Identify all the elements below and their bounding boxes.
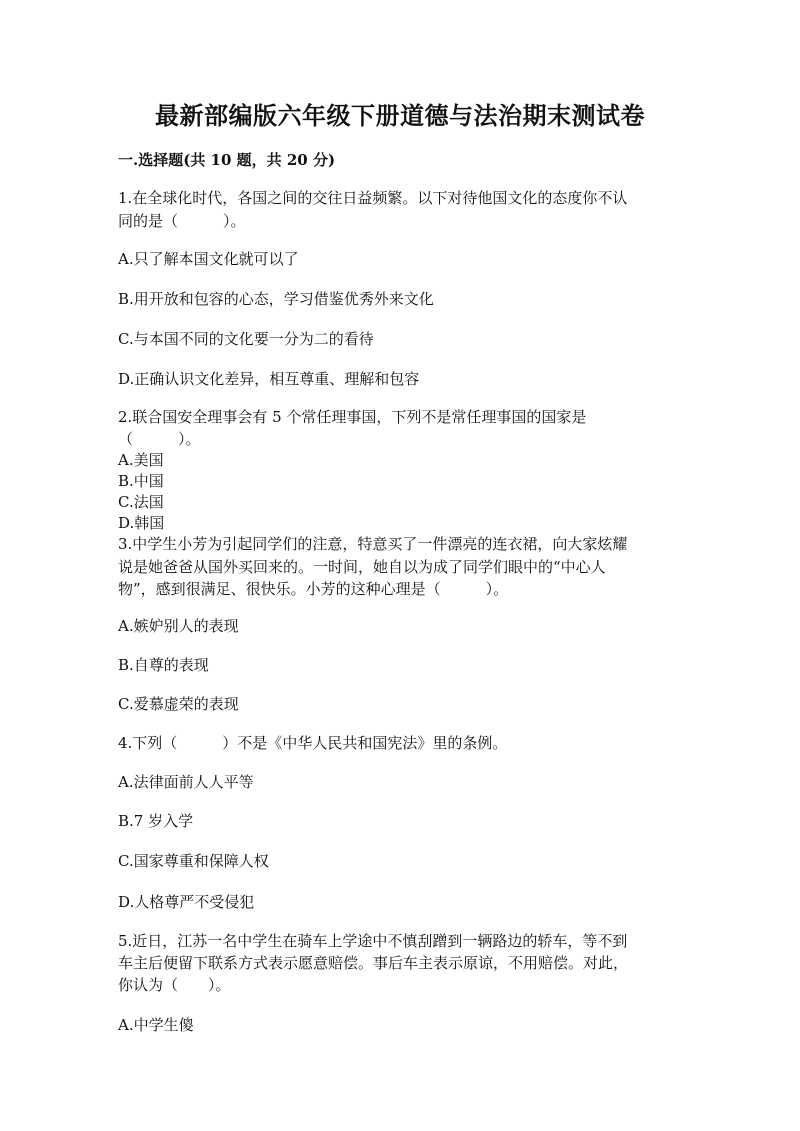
question-3-option-a: A.嫉妒别人的表现	[118, 617, 239, 635]
question-5-stem-line-1: 5.近日，江苏一名中学生在骑车上学途中不慎刮蹭到一辆路边的轿车，等不到	[118, 932, 628, 950]
question-2-option-b: B.中国	[118, 472, 164, 490]
question-2-option-c: C.法国	[118, 493, 164, 511]
question-5-stem-line-3: 你认为（ ）。	[118, 976, 231, 994]
section-heading: 一.选择题(共 10 题，共 20 分)	[118, 151, 336, 169]
question-4-option-b: B.7 岁入学	[118, 812, 194, 830]
question-4-option-c: C.国家尊重和保障人权	[118, 852, 269, 870]
question-2-option-a: A.美国	[118, 451, 164, 469]
question-2-stem-line-1: 2.联合国安全理事会有 5 个常任理事国，下列不是常任理事国的国家是	[118, 408, 587, 426]
question-3-option-b: B.自尊的表现	[118, 656, 209, 674]
question-5-stem-line-2: 车主后便留下联系方式表示愿意赔偿。事后车主表示原谅，不用赔偿。对此，	[118, 954, 629, 972]
question-4-option-d: D.人格尊严不受侵犯	[118, 893, 255, 911]
question-3-stem-line-1: 3.中学生小芳为引起同学们的注意，特意买了一件漂亮的连衣裙，向大家炫耀	[118, 535, 628, 553]
question-1-stem-line-1: 1.在全球化时代，各国之间的交往日益频繁。以下对待他国文化的态度你不认	[118, 189, 628, 207]
question-4-stem-line-1: 4.下列（ ）不是《中华人民共和国宪法》里的条例。	[118, 734, 508, 752]
question-1-option-a: A.只了解本国文化就可以了	[118, 250, 299, 268]
question-1-option-b: B.用开放和包容的心态，学习借鉴优秀外来文化	[118, 290, 434, 308]
question-5-option-a: A.中学生傻	[118, 1016, 194, 1034]
question-3-stem-line-3: 物”，感到很满足、很快乐。小芳的这种心理是（ ）。	[118, 580, 509, 598]
question-1-option-c: C.与本国不同的文化要一分为二的看待	[118, 330, 374, 348]
question-2-stem-line-2: （ ）。	[118, 430, 201, 448]
question-2-option-d: D.韩国	[118, 514, 165, 532]
question-3-option-c: C.爱慕虚荣的表现	[118, 695, 239, 713]
page-title: 最新部编版六年级下册道德与法治期末测试卷	[155, 101, 645, 130]
question-1-option-d: D.正确认识文化差异，相互尊重、理解和包容	[118, 370, 420, 388]
question-4-option-a: A.法律面前人人平等	[118, 773, 254, 791]
question-1-stem-line-2: 同的是（ ）。	[118, 212, 246, 230]
question-3-stem-line-2: 说是她爸爸从国外买回来的。一时间，她自以为成了同学们眼中的“中心人	[118, 558, 606, 576]
